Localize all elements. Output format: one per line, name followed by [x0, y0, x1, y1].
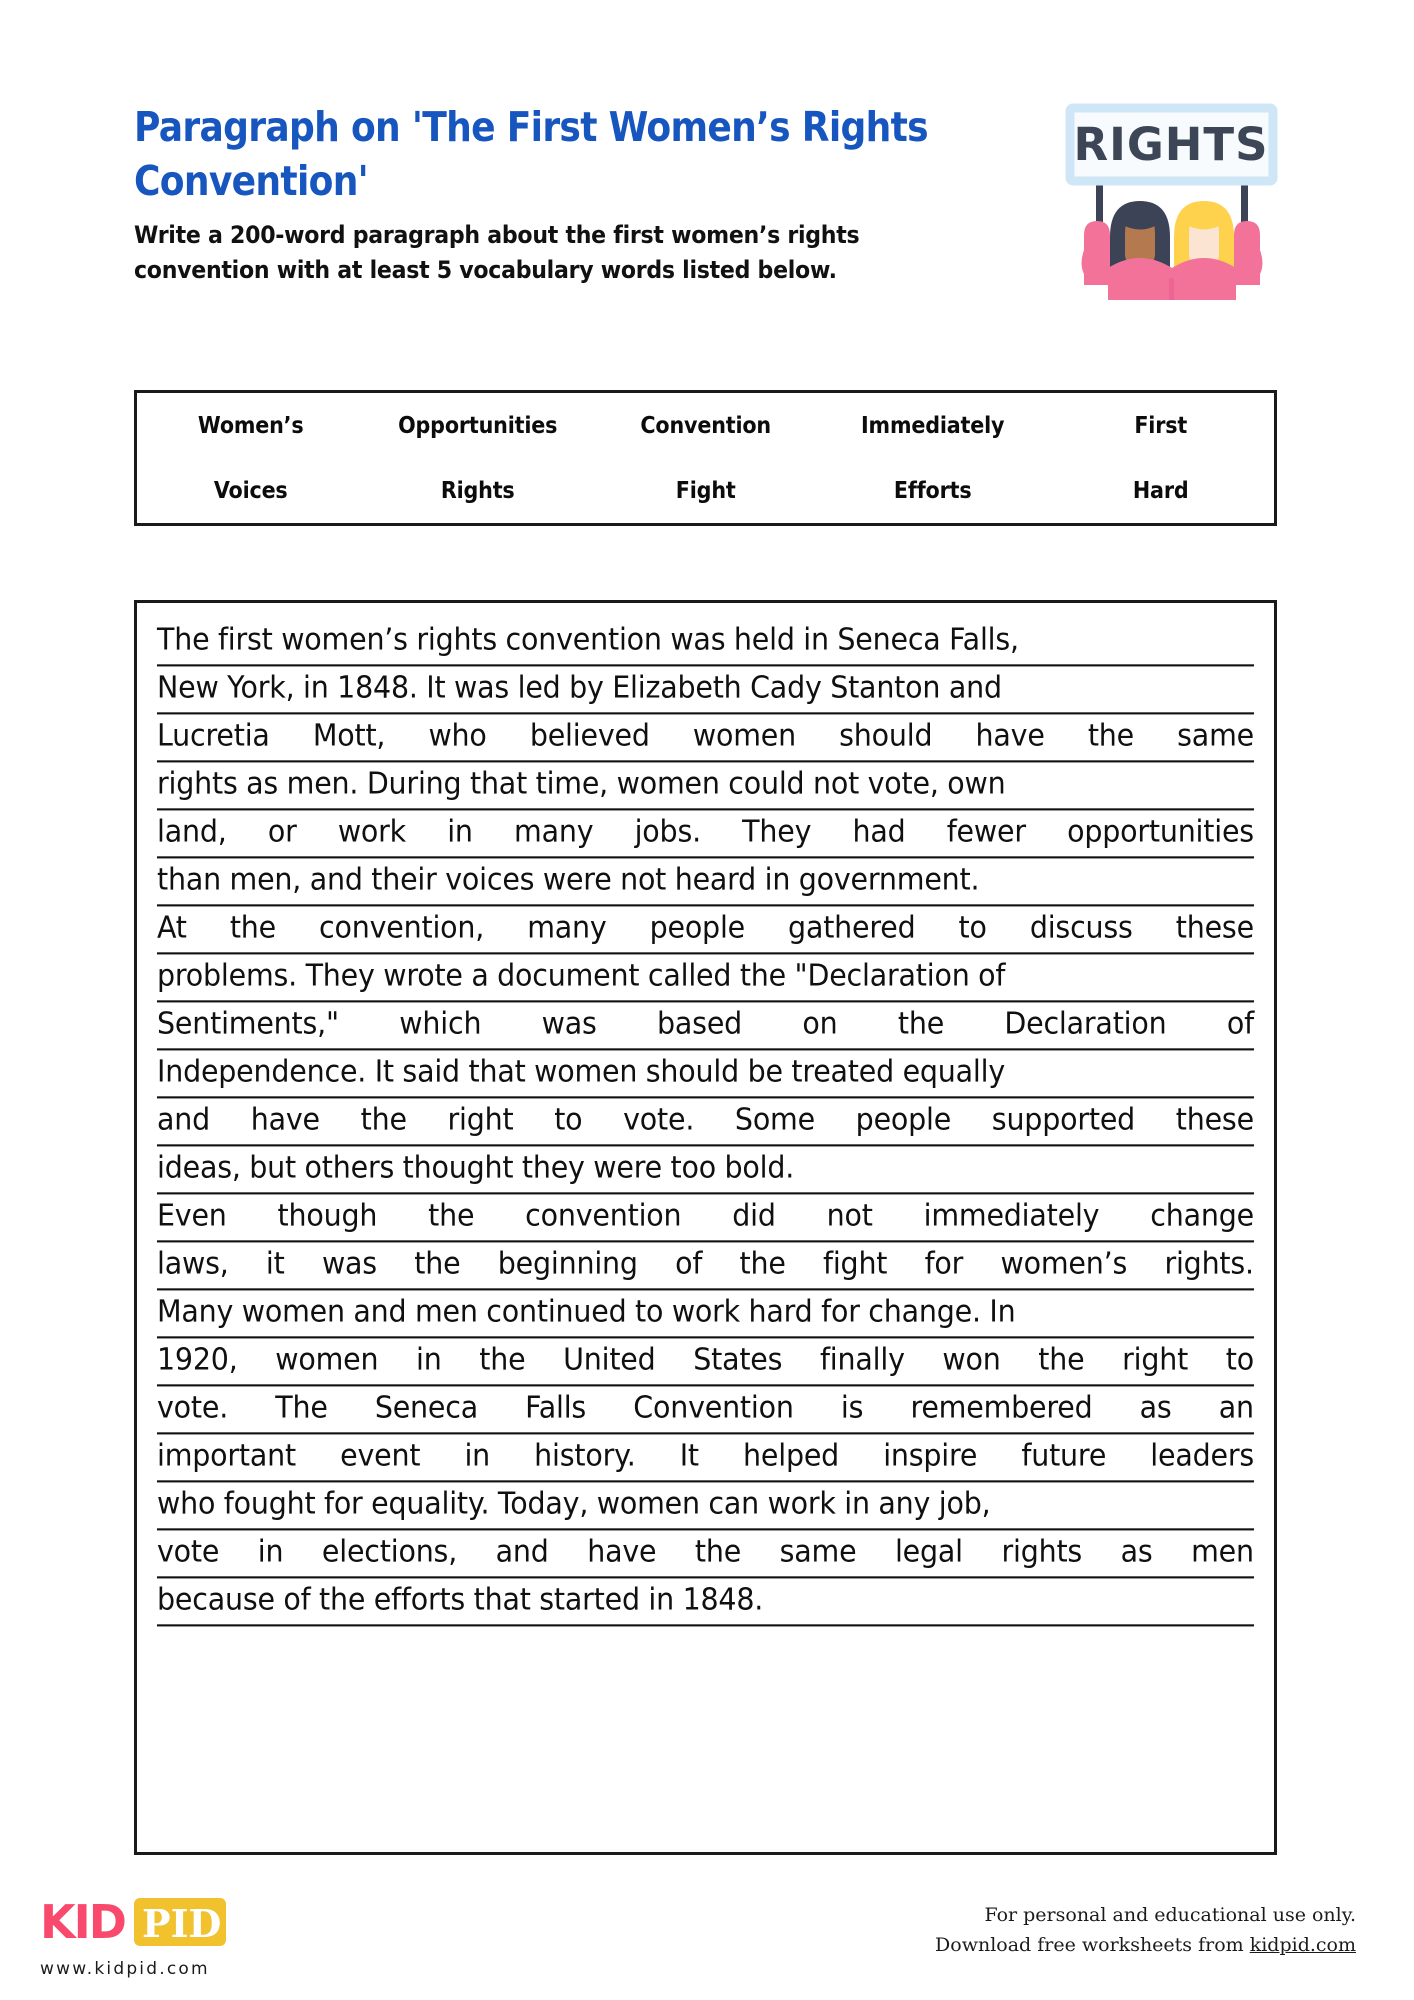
answer-word: United [563, 1341, 656, 1377]
answer-word: not [812, 765, 860, 801]
answer-word: convention [525, 1197, 682, 1233]
answer-word: had [852, 813, 906, 849]
answer-word: were [593, 1149, 662, 1185]
answer-word: beginning [497, 1245, 638, 1281]
answer-word: an [1218, 1389, 1254, 1425]
answer-word: ideas, [157, 1149, 241, 1185]
answer-word: in [648, 1581, 675, 1617]
answer-word: laws, [157, 1245, 229, 1281]
left-body [1108, 258, 1172, 300]
answer-word: Seneca [837, 621, 941, 657]
answer-word: vote [157, 1533, 220, 1569]
answer-word: women [241, 1293, 345, 1329]
answer-word: the [318, 1581, 366, 1617]
answer-word: work [767, 1485, 836, 1521]
vocabulary-word: First [1133, 412, 1187, 439]
answer-word: first [217, 621, 273, 657]
answer-word: fight [823, 1245, 888, 1281]
answer-word: the [229, 909, 276, 945]
answer-word: Seneca [374, 1389, 478, 1425]
vocabulary-word: Efforts [894, 477, 972, 504]
answer-text [157, 617, 1254, 1625]
answer-word: a [471, 957, 489, 993]
answer-word: the [739, 1245, 786, 1281]
answer-line [157, 1528, 1254, 1579]
answer-word: future [1021, 1437, 1107, 1473]
answer-word: men. [286, 765, 359, 801]
worksheet-header [134, 100, 1279, 300]
answer-word: as [1139, 1389, 1172, 1425]
answer-word: others [304, 1149, 395, 1185]
answer-line [157, 1288, 1254, 1339]
answer-word: elections, [321, 1533, 458, 1569]
answer-word: or [267, 813, 297, 849]
answer-word: in [303, 669, 329, 705]
body-divider [1169, 278, 1174, 300]
answer-word: can [708, 1485, 760, 1521]
answer-word: convention [505, 621, 662, 657]
vocabulary-word: Convention [640, 412, 771, 439]
answer-word: have [587, 1533, 657, 1569]
answer-word: not [620, 861, 667, 897]
vocabulary-word: Voices [213, 477, 288, 504]
answer-line [157, 760, 1254, 811]
answer-word: based [657, 1005, 743, 1041]
answer-word: discuss [1029, 909, 1133, 945]
answer-word: the [694, 1533, 742, 1569]
illustration-svg [1064, 100, 1279, 300]
answer-paragraph-box[interactable] [134, 600, 1277, 1855]
answer-word: equality. [371, 1485, 490, 1521]
answer-word: led [517, 669, 561, 705]
answer-word: rights [416, 621, 497, 657]
answer-line [157, 712, 1254, 763]
answer-word: leaders [1150, 1437, 1254, 1473]
answer-word: opportunities [1067, 813, 1254, 849]
answer-word: women [596, 1485, 700, 1521]
answer-word: the [897, 1005, 945, 1041]
answer-word: women [275, 1341, 379, 1377]
answer-word: change [1150, 1197, 1254, 1233]
answer-word: During [366, 765, 462, 801]
footer-usage-line: For personal and educational use only. [984, 1904, 1356, 1926]
answer-word: the [739, 957, 786, 993]
answer-line [157, 1000, 1254, 1051]
answer-word: as [246, 765, 279, 801]
answer-word: in [447, 813, 473, 849]
answer-word: women’s [1000, 1245, 1128, 1281]
answer-word: efforts [373, 1581, 466, 1617]
answer-word: immediately [923, 1197, 1100, 1233]
answer-word: men [1191, 1533, 1254, 1569]
answer-word: Cady [750, 669, 822, 705]
answer-word: York, [227, 669, 295, 705]
answer-word: in [803, 621, 829, 657]
answer-word: At [157, 909, 187, 945]
answer-word: that [468, 1053, 526, 1089]
answer-word: land, [157, 813, 227, 849]
vocabulary-word: Opportunities [398, 412, 558, 439]
answer-word: rights [157, 765, 238, 801]
vocabulary-word: Rights [441, 477, 515, 504]
answer-word: these [1175, 909, 1254, 945]
answer-word: and [157, 1101, 211, 1137]
answer-word: many [527, 909, 607, 945]
answer-word: government. [798, 861, 980, 897]
answer-line [157, 1192, 1254, 1243]
answer-word: be [747, 1053, 783, 1089]
vocabulary-row-1 [137, 393, 1274, 458]
answer-word: was [541, 1005, 597, 1041]
answer-word: was [670, 621, 726, 657]
answer-word: jobs. [634, 813, 701, 849]
answer-word: was [454, 669, 510, 705]
answer-word: though [277, 1197, 378, 1233]
answer-line [157, 616, 1254, 667]
answer-word: Some [734, 1101, 815, 1137]
answer-word: that [473, 1581, 531, 1617]
answer-word: 1920, [157, 1341, 238, 1377]
answer-word: of [978, 957, 1006, 993]
answer-word: problems. [157, 957, 298, 993]
answer-word: and [948, 669, 1002, 705]
answer-word: they [521, 1149, 585, 1185]
answer-word: bold. [724, 1149, 795, 1185]
answer-word: helped [743, 1437, 840, 1473]
answer-word: it [265, 1245, 285, 1281]
kidpid-logo-mark [38, 1894, 228, 1950]
answer-word: the [360, 1101, 407, 1137]
answer-word: In [989, 1293, 1016, 1329]
answer-word: of [283, 1581, 311, 1617]
answer-word: time, [535, 765, 609, 801]
answer-word: on [802, 1005, 838, 1041]
answer-word: the [1038, 1341, 1085, 1377]
answer-word: legal [894, 1533, 963, 1569]
answer-word: men, [229, 861, 302, 897]
answer-line [157, 1048, 1254, 1099]
answer-line [157, 1384, 1254, 1435]
answer-word: for [323, 1485, 363, 1521]
answer-word: They [742, 813, 812, 849]
answer-line [157, 1576, 1254, 1627]
answer-line [157, 664, 1254, 715]
answer-word: women [616, 765, 720, 801]
answer-line [157, 1096, 1254, 1147]
answer-word: too [670, 1149, 716, 1185]
answer-word: in [464, 1437, 491, 1473]
answer-word: won [942, 1341, 1001, 1377]
answer-word: to [1225, 1341, 1254, 1377]
answer-word: and [353, 1293, 407, 1329]
answer-word: in [844, 1485, 870, 1521]
answer-word: people [855, 1101, 952, 1137]
answer-line [157, 1480, 1254, 1531]
answer-word: any [878, 1485, 931, 1521]
answer-word: finally [819, 1341, 905, 1377]
answer-line [157, 808, 1254, 859]
answer-word: was [321, 1245, 377, 1281]
answer-word: job, [938, 1485, 991, 1521]
answer-word: Declaration [1004, 1005, 1167, 1041]
answer-word: rights. [1164, 1245, 1254, 1281]
answer-word: It [374, 1053, 394, 1089]
kidpid-logo [38, 1894, 228, 1979]
answer-word: not [826, 1197, 873, 1233]
answer-word: convention, [319, 909, 485, 945]
page-title: Paragraph on 'The First Women’s Rights Convention' [134, 103, 928, 206]
answer-word: thought [402, 1149, 514, 1185]
answer-word: important [157, 1437, 297, 1473]
answer-word: to [635, 1293, 664, 1329]
answer-word: the [1087, 717, 1134, 753]
answer-word: women [534, 1053, 638, 1089]
answer-line [157, 1336, 1254, 1387]
answer-word: They [305, 957, 375, 993]
answer-word: right [447, 1101, 514, 1137]
rights-sign-text: RIGHTS [1073, 118, 1269, 171]
page-footer [0, 1880, 1414, 2000]
answer-word: the [414, 1245, 461, 1281]
answer-word: Elizabeth [612, 669, 742, 705]
logo-pid-text: PID [142, 1901, 222, 1946]
answer-word: same [779, 1533, 857, 1569]
answer-word: 1848. [337, 669, 418, 705]
answer-word: the [479, 1341, 526, 1377]
answer-word: because [157, 1581, 275, 1617]
answer-word: vote. [623, 1101, 695, 1137]
answer-line [157, 1144, 1254, 1195]
answer-word: men [414, 1293, 478, 1329]
answer-word: The [157, 621, 210, 657]
vocabulary-box [134, 390, 1277, 526]
answer-line [157, 952, 1254, 1003]
answer-word: in [764, 861, 791, 897]
answer-word: Falls, [949, 621, 1019, 657]
answer-word: who [157, 1485, 216, 1521]
answer-word: said [402, 1053, 460, 1089]
answer-word: heard [674, 861, 757, 897]
answer-word: document [497, 957, 640, 993]
answer-word: gathered [788, 909, 916, 945]
answer-word: "Declaration [794, 957, 970, 993]
answer-word: many [514, 813, 594, 849]
answer-word: for [821, 1293, 860, 1329]
answer-word: than [157, 861, 221, 897]
kidpid-link[interactable]: kidpid.com [1249, 1934, 1356, 1957]
answer-word: States [693, 1341, 783, 1377]
right-body [1172, 258, 1236, 300]
answer-word: rights [1001, 1533, 1083, 1569]
answer-word: wrote [383, 957, 463, 993]
answer-word: to [554, 1101, 583, 1137]
answer-word: were [542, 861, 612, 897]
answer-word: Sentiments," [157, 1005, 339, 1041]
answer-word: Many [157, 1293, 234, 1329]
answer-word: Falls [525, 1389, 587, 1425]
answer-word: these [1175, 1101, 1254, 1137]
answer-word: the [428, 1197, 475, 1233]
answer-word: right [1122, 1341, 1189, 1377]
answer-word: Today, [497, 1485, 589, 1521]
answer-word: their [371, 861, 437, 897]
answer-word: 1848. [682, 1581, 764, 1617]
vocabulary-word: Hard [1132, 477, 1189, 504]
answer-word: work [337, 813, 406, 849]
answer-word: work [671, 1293, 740, 1329]
vocabulary-word: Immediately [861, 412, 1005, 439]
answer-word: should [645, 1053, 740, 1089]
answer-word: event [340, 1437, 421, 1473]
logo-kid-text: KID [40, 1895, 125, 1949]
answer-word: of [1226, 1005, 1254, 1041]
footer-download-prefix: Download free worksheets from [935, 1934, 1250, 1957]
answer-word: change. [868, 1293, 981, 1329]
answer-word: Even [157, 1197, 227, 1233]
answer-word: Mott, [312, 717, 386, 753]
answer-word: could [728, 765, 805, 801]
answer-word: started [539, 1581, 640, 1617]
answer-word: own [947, 765, 1006, 801]
answer-word: equally [902, 1053, 1006, 1089]
answer-word: called [647, 957, 732, 993]
answer-word: fought [223, 1485, 316, 1521]
answer-word: treated [791, 1053, 895, 1089]
answer-word: history. [534, 1437, 636, 1473]
answer-word: same [1177, 717, 1254, 753]
answer-word: supported [991, 1101, 1136, 1137]
answer-line [157, 904, 1254, 955]
answer-word: to [958, 909, 987, 945]
footer-note [935, 1900, 1356, 1961]
vocabulary-row-2 [137, 458, 1274, 523]
answer-word: Stanton [830, 669, 941, 705]
vocabulary-word: Women’s [197, 412, 304, 439]
header-text-block [134, 100, 1034, 288]
answer-word: The [275, 1389, 328, 1425]
answer-word: of [675, 1245, 703, 1281]
answer-word: have [975, 717, 1045, 753]
answer-line [157, 1432, 1254, 1483]
answer-word: people [649, 909, 745, 945]
answer-word: believed [529, 717, 650, 753]
answer-word: vote, [867, 765, 939, 801]
rights-protest-illustration [1064, 100, 1279, 300]
answer-word: New [157, 669, 219, 705]
answer-word: remembered [910, 1389, 1093, 1425]
answer-word: hard [748, 1293, 813, 1329]
answer-word: have [250, 1101, 320, 1137]
answer-word: and [495, 1533, 549, 1569]
answer-word: continued [486, 1293, 627, 1329]
answer-word: as [1120, 1533, 1153, 1569]
answer-word: and [309, 861, 363, 897]
answer-word: It [426, 669, 446, 705]
answer-word: Independence. [157, 1053, 367, 1089]
answer-word: It [679, 1437, 699, 1473]
answer-line [157, 856, 1254, 907]
vocabulary-word: Fight [675, 477, 736, 504]
answer-word: vote. [157, 1389, 229, 1425]
answer-line [157, 1240, 1254, 1291]
answer-word: by [569, 669, 604, 705]
answer-word: is [840, 1389, 864, 1425]
answer-word: fewer [946, 813, 1026, 849]
answer-word: for [924, 1245, 964, 1281]
answer-word: but [249, 1149, 296, 1185]
answer-word: who [428, 717, 487, 753]
logo-url-text: www.kidpid.com [40, 1959, 210, 1979]
answer-word: inspire [883, 1437, 978, 1473]
answer-word: held [733, 621, 795, 657]
answer-word: did [732, 1197, 776, 1233]
worksheet-instruction: Write a 200-word paragraph about the first women’s rights convention with at least 5 vocabulary words listed below. [134, 221, 860, 285]
answer-word: which [399, 1005, 482, 1041]
answer-word: that [469, 765, 528, 801]
footer-download-line [935, 1930, 1356, 1960]
answer-word: in [257, 1533, 284, 1569]
answer-word: women’s [281, 621, 408, 657]
answer-word: should [839, 717, 933, 753]
answer-word: Lucretia [157, 717, 270, 753]
answer-word: in [416, 1341, 442, 1377]
answer-word: women [692, 717, 796, 753]
answer-word: voices [445, 861, 535, 897]
answer-word: Convention [633, 1389, 794, 1425]
